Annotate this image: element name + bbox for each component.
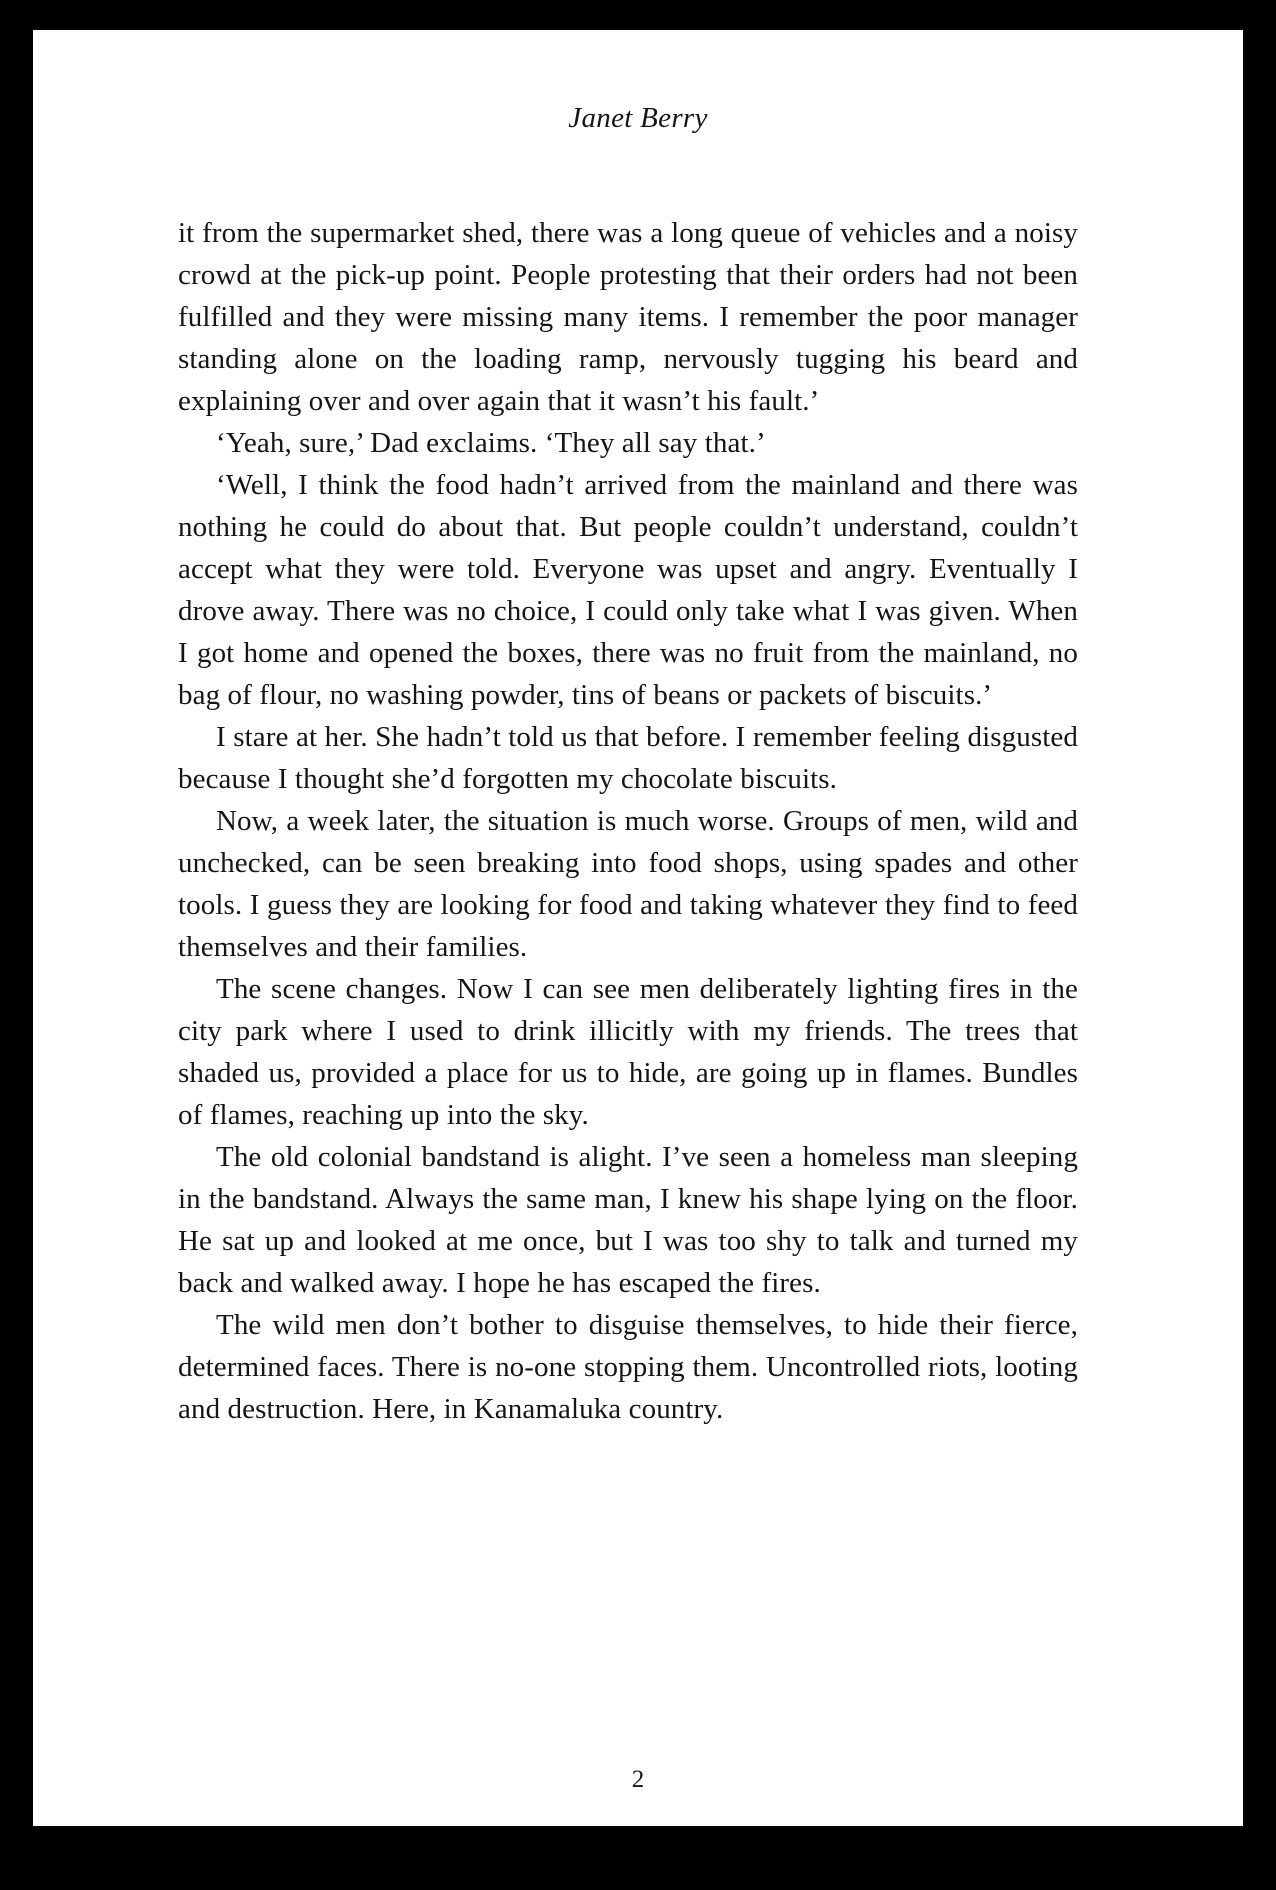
paragraph: Now, a week later, the situation is much worse. Groups of men, wild and unchecked, can be seen breaking into food shops, using spades and other tools. I guess they are looking for food and taking whatever they find to feed themselves and their families. <box>178 805 1078 963</box>
paragraph: The wild men don’t bother to disguise themselves, to hide their fierce, determined faces. There is no-one stopping them. Uncontrolled riots, looting and destruction. Here, in Kanamaluka country. <box>178 1309 1078 1425</box>
paragraph: The old colonial bandstand is alight. I’ve seen a homeless man sleeping in the bandstand. Always the same man, I knew his shape lying on the floor. He sat up and looked at me once, but I was too shy to talk and turned my back and walked away. I hope he has escaped the fires. <box>178 1141 1078 1299</box>
paragraph: ‘Well, I think the food hadn’t arrived from the mainland and there was nothing he could do about that. But people couldn’t understand, couldn’t accept what they were told. Everyone was upset and angry. Eventually I drove away. There was no choice, I could only take what I was given. When I got home and opened the boxes, there was no fruit from the mainland, no bag of flour, no washing powder, tins of beans or packets of biscuits.’ <box>178 469 1078 711</box>
body-text <box>178 212 1078 1430</box>
page-number: 2 <box>631 1766 645 1793</box>
book-page <box>33 30 1243 1826</box>
paragraph: it from the supermarket shed, there was a long queue of vehicles and a noisy crowd at the pick-up point. People protesting that their orders had not been fulfilled and they were missing many items. I remember the poor manager standing alone on the loading ramp, nervously tugging his beard and explaining over and over again that it wasn’t his fault.’ <box>178 217 1078 417</box>
paragraph: ‘Yeah, sure,’ Dad exclaims. ‘They all say that.’ <box>216 427 766 459</box>
paragraph: The scene changes. Now I can see men deliberately lighting fires in the city park where I used to drink illicitly with my friends. The trees that shaded us, provided a place for us to hide, are going up in flames. Bundles of flames, reaching up into the sky. <box>178 973 1078 1131</box>
running-header-author: Janet Berry <box>568 102 708 134</box>
paragraph: I stare at her. She hadn’t told us that before. I remember feeling disgusted because I thought she’d forgotten my chocolate biscuits. <box>178 721 1078 795</box>
